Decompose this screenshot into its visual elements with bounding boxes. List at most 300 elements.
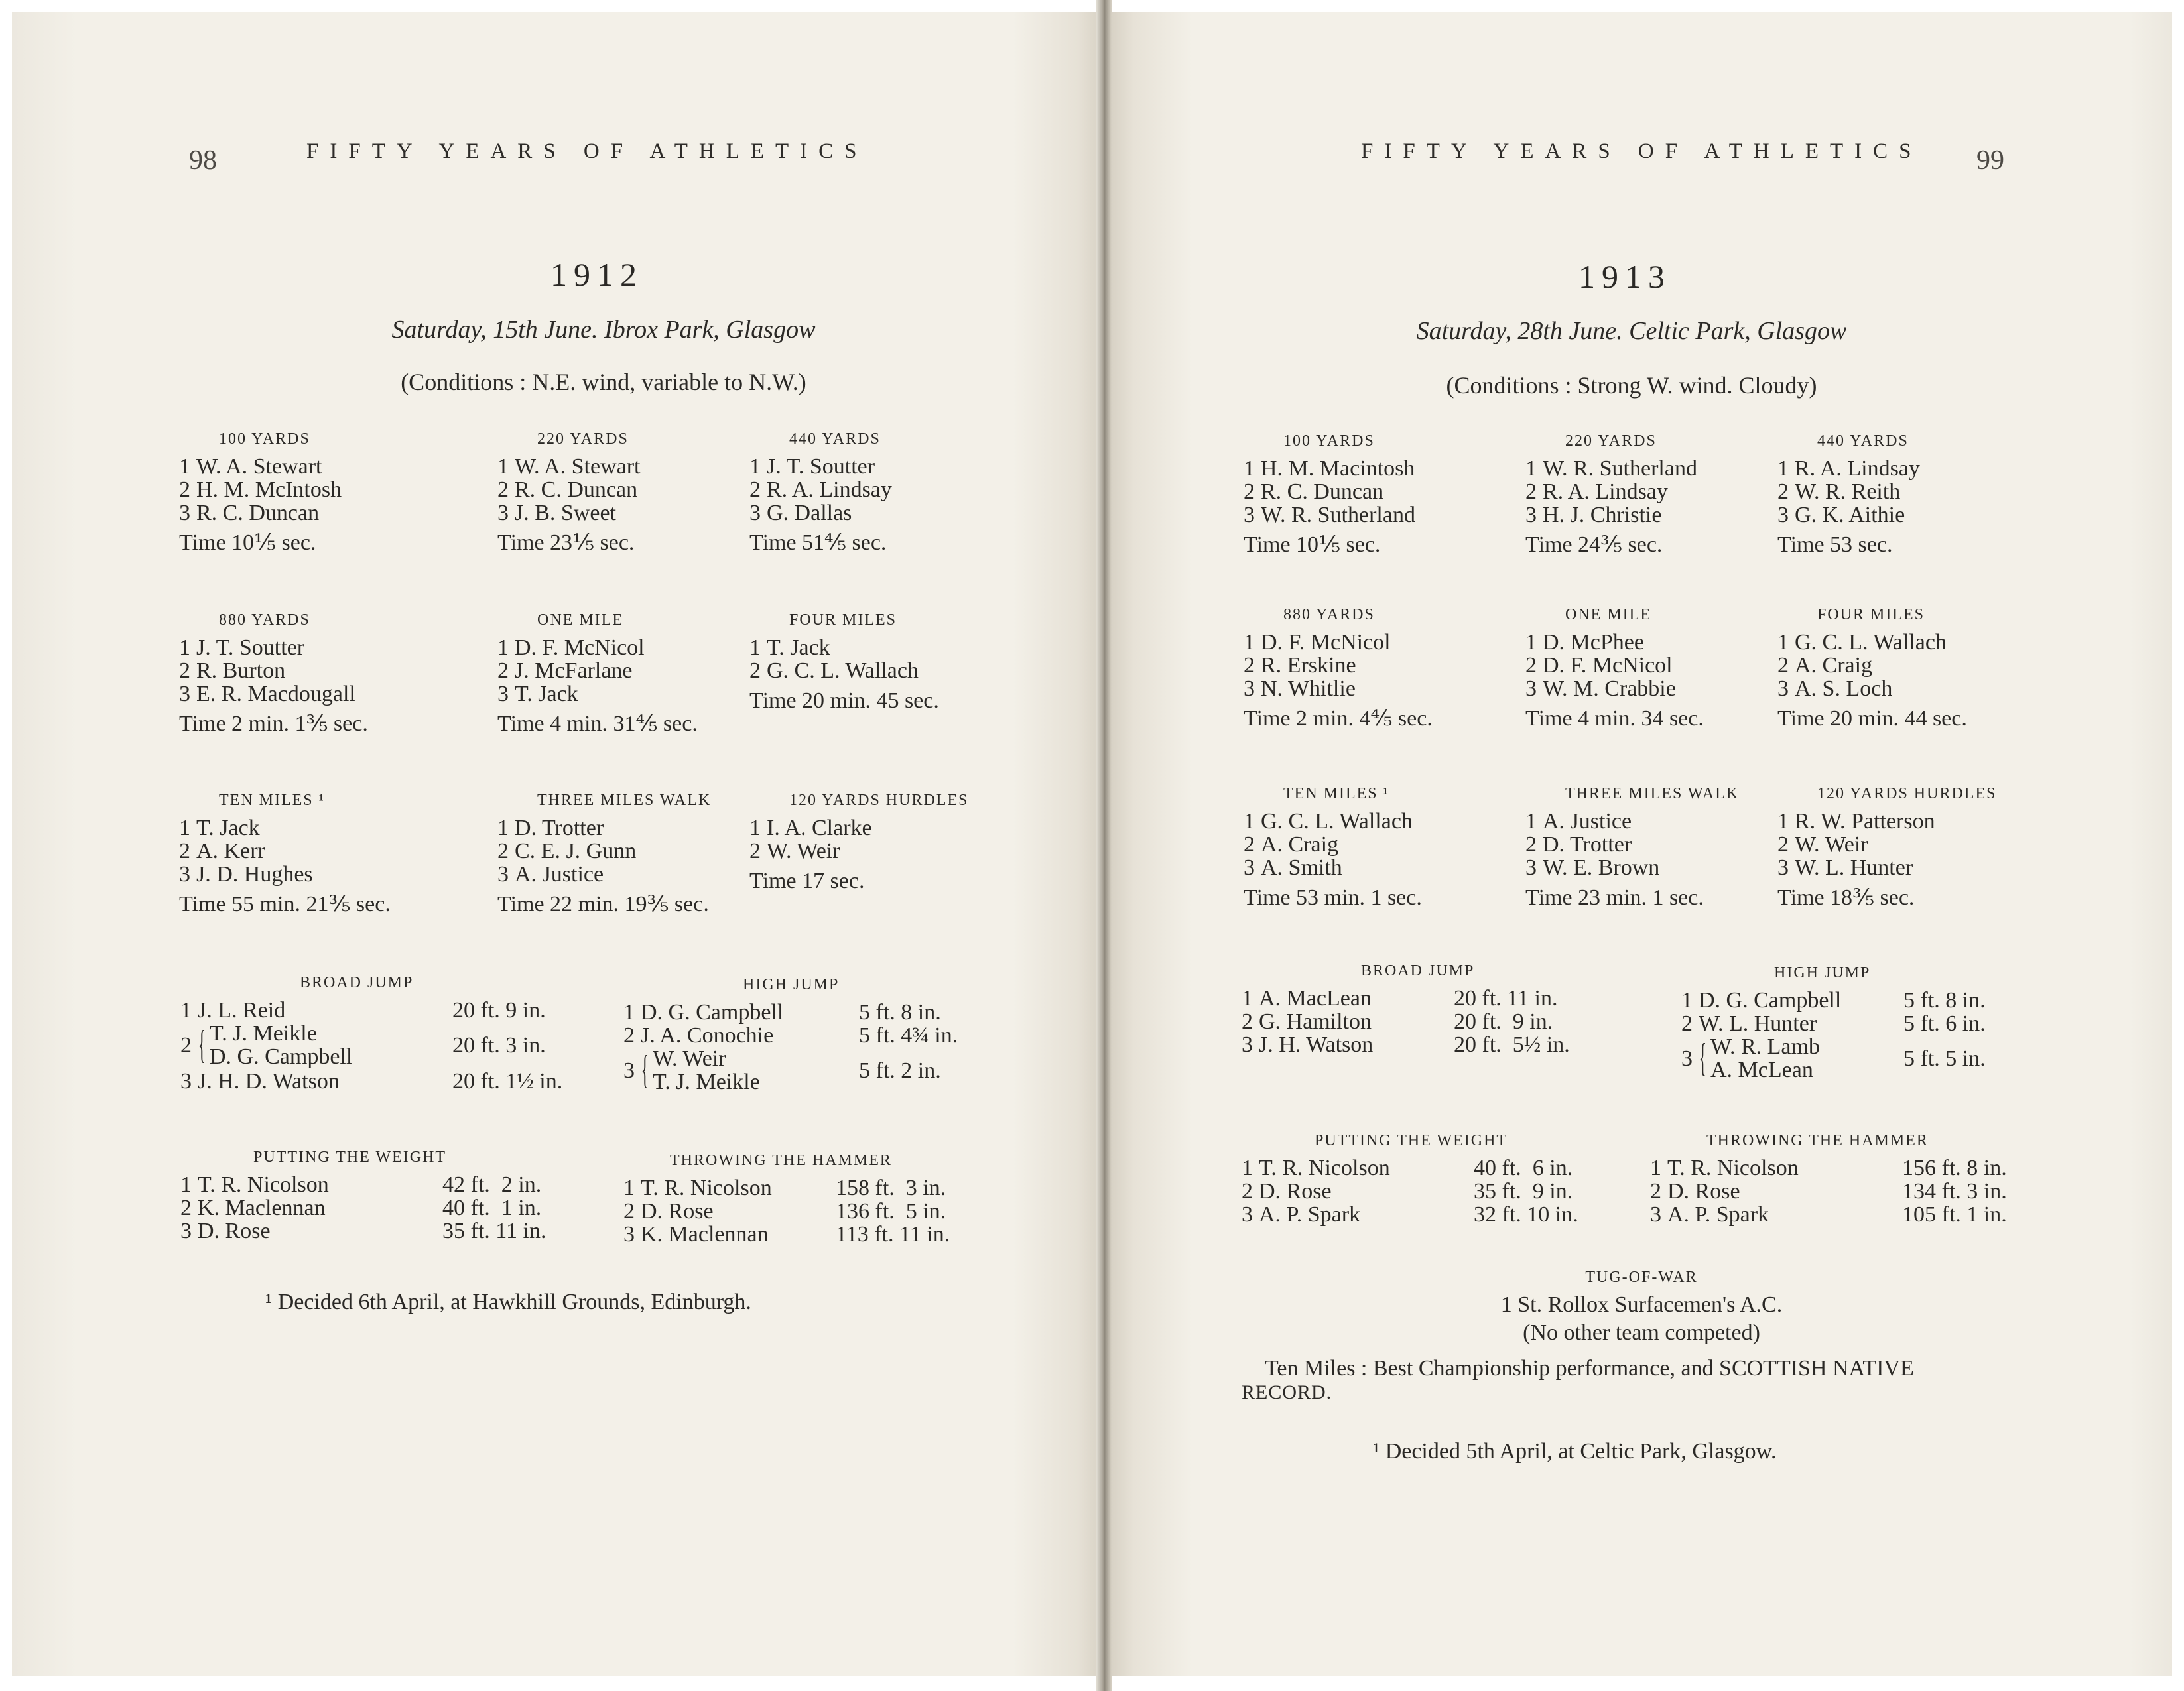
- right-event: [1777, 430, 1920, 556]
- event-time: Time 51⅘ sec.: [749, 531, 887, 555]
- result-row: [1244, 677, 1433, 700]
- place-number: 2: [1244, 479, 1255, 504]
- event-heading: 120 YARDS HURDLES: [1817, 785, 1997, 802]
- place-number: 1: [1650, 1156, 1661, 1180]
- result-row: [1525, 503, 1697, 527]
- athlete-name: G. K. Aithie: [1795, 503, 1905, 527]
- event-heading: 220 YARDS: [1565, 432, 1657, 450]
- place-number: 1: [1777, 809, 1789, 834]
- athlete-name: W. M. Crabbie: [1543, 676, 1676, 701]
- place-number: 1: [749, 635, 761, 660]
- place-number: 1: [749, 816, 761, 840]
- event-time: Time 23 min. 1 sec.: [1525, 885, 1704, 910]
- result-row: [1242, 1157, 1646, 1180]
- right-hammer-block: [1650, 1129, 2075, 1226]
- right-running-head: FIFTY YEARS OF ATHLETICS: [1361, 139, 1923, 163]
- athlete-name: G. C. L. Wallach: [767, 658, 919, 683]
- place-number: 3: [1242, 1033, 1253, 1057]
- result-row: [749, 501, 892, 525]
- result-row: [497, 816, 711, 840]
- athlete-name: D. G. Campbell: [641, 1000, 784, 1025]
- left-event: [497, 428, 641, 554]
- result-row: [1242, 1203, 1646, 1226]
- result-row: [1244, 503, 1415, 527]
- place-number: 3: [179, 501, 190, 525]
- field-event-heading: THROWING THE HAMMER: [670, 1152, 892, 1169]
- tug-of-war-winner: 1 St. Rollox Surfacemen's A.C.: [1500, 1292, 1783, 1317]
- result-athlete: [180, 1070, 340, 1093]
- event-time: Time 4 min. 34 sec.: [1525, 706, 1704, 731]
- place-number: 3: [180, 1069, 192, 1094]
- athlete-name: R. Burton: [196, 658, 286, 683]
- result-athlete: [1242, 1180, 1332, 1203]
- result-athlete: [623, 1047, 760, 1094]
- left-hammer-block: [623, 1149, 1008, 1246]
- result-row: [1777, 677, 1967, 700]
- place-number: 2: [623, 1199, 635, 1223]
- place-number: 2: [179, 839, 190, 863]
- result-mark: 20 ft. 3 in.: [452, 1033, 546, 1058]
- result-row: [1244, 810, 1422, 833]
- athlete-name: T. Jack: [515, 682, 578, 706]
- field-event-heading: THROWING THE HAMMER: [1706, 1132, 1929, 1149]
- athlete-name: C. E. J. Gunn: [515, 839, 637, 863]
- athlete-name: W. L. Hunter: [1699, 1011, 1817, 1036]
- result-mark: 40 ft. 6 in.: [1474, 1156, 1573, 1180]
- field-event-heading: HIGH JUMP: [1774, 964, 1871, 981]
- right-weight-block: [1242, 1129, 1646, 1226]
- result-row: [1777, 654, 1967, 677]
- result-row: [179, 682, 368, 706]
- place-number: 1: [497, 635, 509, 660]
- athlete-name: H. M. McIntosh: [196, 477, 342, 502]
- athlete-name: A. Justice: [515, 862, 604, 887]
- left-event: [497, 609, 698, 735]
- result-athlete: [180, 999, 285, 1022]
- event-heading: 880 YARDS: [1283, 606, 1375, 623]
- athlete-name: J. L. Reid: [198, 998, 286, 1023]
- place-number: 1: [1244, 809, 1255, 834]
- result-row: [1244, 833, 1422, 856]
- place-number: 2: [1525, 653, 1537, 678]
- result-mark: 35 ft. 9 in.: [1474, 1179, 1573, 1204]
- result-row: [1242, 1033, 1626, 1056]
- result-row: [1777, 457, 1920, 480]
- result-athlete: [1242, 1157, 1390, 1180]
- result-mark: 134 ft. 3 in.: [1902, 1179, 2007, 1204]
- result-row: [623, 1024, 1031, 1047]
- result-row: [179, 501, 342, 525]
- athlete-name: A. Craig: [1795, 653, 1873, 678]
- remark-line-2: RECORD.: [1242, 1381, 1332, 1403]
- place-number: 2: [1777, 832, 1789, 857]
- place-number: 2: [1242, 1179, 1253, 1204]
- place-number: 2: [623, 1023, 635, 1048]
- place-number: 3: [497, 682, 509, 706]
- place-number: 1: [1525, 456, 1537, 481]
- result-row: [179, 455, 342, 478]
- result-athlete: [1242, 1033, 1373, 1056]
- place-number: 1: [179, 816, 190, 840]
- place-number: 3: [1242, 1202, 1253, 1227]
- result-athlete: [1681, 989, 1841, 1012]
- place-number: 3: [1650, 1202, 1661, 1227]
- place-number: 1: [1777, 630, 1789, 655]
- place-number: 2: [180, 1033, 192, 1058]
- athlete-name: G. Hamilton: [1259, 1009, 1372, 1034]
- book-gutter: [1096, 0, 1112, 1691]
- athlete-name: J. McFarlane: [515, 658, 633, 683]
- place-number: 2: [497, 477, 509, 502]
- place-number: 1: [749, 454, 761, 479]
- result-mark: 136 ft. 5 in.: [836, 1199, 946, 1223]
- athlete-name: D. F. McNicol: [1261, 630, 1391, 655]
- right-event: [1244, 603, 1433, 730]
- event-heading: FOUR MILES: [1817, 606, 1925, 623]
- result-mark: 40 ft. 1 in.: [442, 1196, 542, 1220]
- athlete-name: T. Jack: [196, 816, 260, 840]
- athlete-name: J. T. Soutter: [767, 454, 875, 479]
- left-weight-block: [180, 1146, 615, 1243]
- result-mark: 158 ft. 3 in.: [836, 1176, 946, 1200]
- event-time: Time 20 min. 45 sec.: [749, 688, 939, 713]
- event-heading: 100 YARDS: [219, 430, 310, 448]
- event-heading: 880 YARDS: [219, 611, 310, 629]
- event-time: Time 24⅗ sec.: [1525, 532, 1663, 557]
- left-high-jump-block: [623, 973, 1031, 1095]
- athlete-name: D. Trotter: [515, 816, 604, 840]
- result-row: [1777, 810, 1996, 833]
- place-number: 1: [180, 1172, 192, 1197]
- result-row: [1525, 654, 1704, 677]
- athlete-name: R. W. Patterson: [1795, 809, 1935, 834]
- place-number: 3: [1777, 855, 1789, 880]
- athlete-name: K. Maclennan: [198, 1196, 326, 1220]
- right-event: [1777, 783, 1996, 909]
- place-number: 1: [1244, 456, 1255, 481]
- result-row: [1525, 856, 1739, 879]
- place-number: 2: [1777, 479, 1789, 504]
- event-time: Time 22 min. 19⅗ sec.: [497, 892, 709, 916]
- result-mark: 42 ft. 2 in.: [442, 1172, 542, 1197]
- event-heading: 440 YARDS: [1817, 432, 1909, 450]
- result-row: [1525, 833, 1739, 856]
- result-row: [497, 501, 641, 525]
- result-mark: 5 ft. 5 in.: [1903, 1046, 1986, 1071]
- athlete-name: A. P. Spark: [1259, 1202, 1361, 1227]
- event-heading: 100 YARDS: [1283, 432, 1375, 450]
- athlete-name: D. Rose: [1259, 1179, 1332, 1204]
- athlete-name: R. C. Duncan: [1261, 479, 1384, 504]
- tug-of-war-note: (No other team competed): [1523, 1320, 1760, 1345]
- place-number: 3: [497, 862, 509, 887]
- right-event: [1525, 603, 1704, 730]
- place-number: 1: [1242, 986, 1253, 1011]
- place-number: 2: [180, 1196, 192, 1220]
- result-athlete: [1681, 1035, 1820, 1082]
- place-number: 2: [1777, 653, 1789, 678]
- tug-of-war-heading: TUG-OF-WAR: [1585, 1269, 1698, 1286]
- place-number: 3: [1525, 855, 1537, 880]
- event-heading: THREE MILES WALK: [537, 792, 712, 809]
- place-number: 1: [497, 454, 509, 479]
- result-mark: 5 ft. 8 in.: [859, 1000, 941, 1025]
- result-row: [180, 1022, 625, 1070]
- result-row: [179, 863, 391, 886]
- result-athlete: [1650, 1157, 1799, 1180]
- place-number: 3: [179, 862, 190, 887]
- result-row: [749, 636, 939, 659]
- result-mark: 156 ft. 8 in.: [1902, 1156, 2007, 1180]
- tied-athletes: [198, 1022, 352, 1068]
- event-time: Time 18⅗ sec.: [1777, 885, 1915, 910]
- event-heading: TEN MILES ¹: [1283, 785, 1389, 802]
- right-meeting-line: Saturday, 28th June. Celtic Park, Glasgow: [1416, 317, 1847, 345]
- result-row: [1244, 654, 1433, 677]
- result-athlete: [1242, 987, 1372, 1010]
- athlete-name: T. R. Nicolson: [1667, 1156, 1799, 1180]
- result-mark: 35 ft. 11 in.: [442, 1219, 546, 1243]
- result-row: [1244, 457, 1415, 480]
- result-row: [497, 682, 698, 706]
- event-heading: FOUR MILES: [789, 611, 897, 629]
- field-event-heading: PUTTING THE WEIGHT: [1315, 1132, 1508, 1149]
- tug-of-war-block: [1360, 1263, 1923, 1347]
- result-row: [1650, 1203, 2075, 1226]
- event-heading: 220 YARDS: [537, 430, 629, 448]
- athlete-name: T. R. Nicolson: [198, 1172, 329, 1197]
- place-number: 3: [1244, 855, 1255, 880]
- right-broad-jump-block: [1242, 960, 1626, 1056]
- place-number: 3: [497, 501, 509, 525]
- tie-brace: {: [641, 1048, 649, 1092]
- result-row: [749, 455, 892, 478]
- athlete-name: W. Weir: [653, 1046, 726, 1071]
- place-number: 3: [623, 1058, 635, 1083]
- place-number: 3: [1244, 503, 1255, 527]
- result-row: [180, 1173, 615, 1196]
- right-event: [1244, 783, 1422, 909]
- result-row: [1244, 856, 1422, 879]
- place-number: 1: [180, 998, 192, 1023]
- athlete-name: D. McPhee: [1543, 630, 1644, 655]
- athlete-name: W. L. Hunter: [1795, 855, 1913, 880]
- result-row: [1244, 631, 1433, 654]
- athlete-name: J. H. Watson: [1259, 1033, 1374, 1057]
- result-row: [1525, 810, 1739, 833]
- athlete-name: W. R. Sutherland: [1543, 456, 1697, 481]
- place-number: 3: [180, 1219, 192, 1243]
- right-page-number: 99: [1976, 145, 2004, 176]
- athlete-name: D. Rose: [641, 1199, 714, 1223]
- event-time: Time 17 sec.: [749, 869, 865, 893]
- place-number: 1: [1681, 988, 1693, 1013]
- athlete-name: R. A. Lindsay: [1795, 456, 1920, 481]
- athlete-name: W. R. Reith: [1795, 479, 1901, 504]
- place-number: 3: [179, 682, 190, 706]
- result-athlete: [1242, 1203, 1360, 1226]
- event-time: Time 53 min. 1 sec.: [1244, 885, 1422, 910]
- athlete-name: T. R. Nicolson: [1259, 1156, 1390, 1180]
- event-heading: THREE MILES WALK: [1565, 785, 1740, 802]
- event-time: Time 10⅕ sec.: [1244, 532, 1381, 557]
- place-number: 1: [1777, 456, 1789, 481]
- left-event: [749, 789, 968, 893]
- right-footnote: ¹ Decided 5th April, at Celtic Park, Glasgow.: [1373, 1439, 1777, 1464]
- result-row: [749, 478, 892, 501]
- athlete-name: A. Smith: [1261, 855, 1342, 880]
- event-time: Time 2 min. 1⅗ sec.: [179, 712, 368, 736]
- result-athlete: [623, 1001, 783, 1024]
- athlete-name: K. Maclennan: [641, 1222, 769, 1247]
- result-row: [749, 840, 968, 863]
- result-row: [179, 636, 368, 659]
- remark-line-1: Ten Miles : Best Championship performance, and SCOTTISH NATIVE: [1265, 1356, 1914, 1381]
- athlete-name: G. Dallas: [767, 501, 852, 525]
- event-time: Time 20 min. 44 sec.: [1777, 706, 1967, 731]
- place-number: 3: [1244, 676, 1255, 701]
- athlete-name: J. D. Hughes: [196, 862, 313, 887]
- athlete-name: G. C. L. Wallach: [1795, 630, 1947, 655]
- event-heading: TEN MILES ¹: [219, 792, 325, 809]
- result-row: [497, 840, 711, 863]
- event-time: Time 55 min. 21⅗ sec.: [179, 892, 391, 916]
- result-mark: 105 ft. 1 in.: [1902, 1202, 2007, 1227]
- result-row: [623, 1200, 1008, 1223]
- right-conditions: (Conditions : Strong W. wind. Cloudy): [1446, 372, 1817, 399]
- left-conditions: (Conditions : N.E. wind, variable to N.W.): [401, 369, 806, 395]
- tied-athletes: [1699, 1035, 1820, 1082]
- result-mark: 113 ft. 11 in.: [836, 1222, 950, 1247]
- athlete-name: J. B. Sweet: [515, 501, 616, 525]
- right-event: [1777, 603, 1967, 730]
- place-number: 1: [497, 816, 509, 840]
- result-athlete: [1650, 1203, 1769, 1226]
- left-event: [179, 789, 391, 916]
- event-heading: ONE MILE: [537, 611, 623, 629]
- result-row: [179, 659, 368, 682]
- athlete-name: H. J. Christie: [1543, 503, 1662, 527]
- result-row: [180, 1196, 615, 1220]
- athlete-name: D. Trotter: [1543, 832, 1632, 857]
- tie-brace: {: [198, 1023, 206, 1066]
- athlete-name: W. R. Lamb: [1710, 1034, 1820, 1059]
- place-number: 2: [1244, 832, 1255, 857]
- result-row: [1525, 457, 1697, 480]
- result-mark: 20 ft. 5½ in.: [1454, 1033, 1570, 1057]
- place-number: 1: [1525, 630, 1537, 655]
- event-heading: 440 YARDS: [789, 430, 881, 448]
- result-athlete: [180, 1173, 329, 1196]
- field-event-heading: BROAD JUMP: [1361, 962, 1475, 979]
- result-row: [497, 863, 711, 886]
- result-athlete: [1242, 1010, 1372, 1033]
- result-row: [1681, 989, 2076, 1012]
- result-row: [1525, 677, 1704, 700]
- left-broad-jump-block: [180, 971, 625, 1093]
- event-time: Time 4 min. 31⅘ sec.: [497, 712, 698, 736]
- result-row: [180, 999, 625, 1022]
- result-row: [623, 1047, 1031, 1095]
- athlete-name: A. Craig: [1261, 832, 1339, 857]
- athlete-name: T. J. Meikle: [210, 1021, 317, 1046]
- field-event-heading: HIGH JUMP: [743, 976, 840, 993]
- left-event: [749, 609, 939, 712]
- result-row: [497, 659, 698, 682]
- field-event-heading: BROAD JUMP: [300, 974, 414, 991]
- left-event: [497, 789, 711, 916]
- result-row: [1244, 480, 1415, 503]
- athlete-name: J. T. Soutter: [196, 635, 305, 660]
- result-mark: 20 ft. 9 in.: [452, 998, 546, 1023]
- result-row: [1777, 503, 1920, 527]
- athlete-name: T. J. Meikle: [653, 1070, 760, 1094]
- athlete-name: J. A. Conochie: [641, 1023, 774, 1048]
- place-number: 3: [623, 1222, 635, 1247]
- athlete-name: D. Rose: [1667, 1179, 1740, 1204]
- athlete-name: G. C. L. Wallach: [1261, 809, 1413, 834]
- place-number: 3: [1525, 676, 1537, 701]
- result-athlete: [180, 1196, 326, 1220]
- place-number: 3: [1525, 503, 1537, 527]
- athlete-name: R. A. Lindsay: [767, 477, 892, 502]
- result-row: [749, 816, 968, 840]
- athlete-name: T. R. Nicolson: [641, 1176, 772, 1200]
- athlete-name: T. Jack: [767, 635, 830, 660]
- place-number: 2: [749, 658, 761, 683]
- place-number: 3: [1681, 1046, 1693, 1071]
- right-high-jump-block: [1681, 962, 2076, 1083]
- left-event: [179, 609, 368, 735]
- place-number: 2: [1525, 832, 1537, 857]
- result-athlete: [623, 1200, 714, 1223]
- result-row: [497, 455, 641, 478]
- result-row: [749, 659, 939, 682]
- athlete-name: A. P. Spark: [1667, 1202, 1769, 1227]
- athlete-name: H. M. Macintosh: [1261, 456, 1415, 481]
- athlete-name: D. Rose: [198, 1219, 271, 1243]
- result-row: [180, 1220, 615, 1243]
- result-row: [1525, 631, 1704, 654]
- result-row: [1242, 1010, 1626, 1033]
- athlete-name: D. F. McNicol: [515, 635, 645, 660]
- athlete-name: D. G. Campbell: [210, 1044, 353, 1069]
- result-mark: 20 ft. 9 in.: [1454, 1009, 1553, 1034]
- result-athlete: [1650, 1180, 1740, 1203]
- tied-athletes: [641, 1047, 760, 1094]
- left-event: [749, 428, 892, 554]
- athlete-name: A. Justice: [1543, 809, 1632, 834]
- left-running-head: FIFTY YEARS OF ATHLETICS: [306, 139, 868, 163]
- result-mark: 20 ft. 11 in.: [1454, 986, 1558, 1011]
- athlete-name: I. A. Clarke: [767, 816, 872, 840]
- result-row: [179, 816, 391, 840]
- result-athlete: [1681, 1012, 1817, 1035]
- event-heading: ONE MILE: [1565, 606, 1651, 623]
- result-mark: 5 ft. 4¾ in.: [859, 1023, 958, 1048]
- result-mark: 20 ft. 1½ in.: [452, 1069, 563, 1094]
- right-event: [1244, 430, 1415, 556]
- place-number: 3: [1777, 503, 1789, 527]
- place-number: 1: [179, 454, 190, 479]
- result-row: [1650, 1180, 2075, 1203]
- result-row: [1525, 480, 1697, 503]
- result-row: [1681, 1035, 2076, 1083]
- athlete-name: W. A. Stewart: [515, 454, 641, 479]
- place-number: 2: [179, 477, 190, 502]
- athlete-name: D. G. Campbell: [1699, 988, 1842, 1013]
- athlete-name: A. McLean: [1710, 1058, 1813, 1082]
